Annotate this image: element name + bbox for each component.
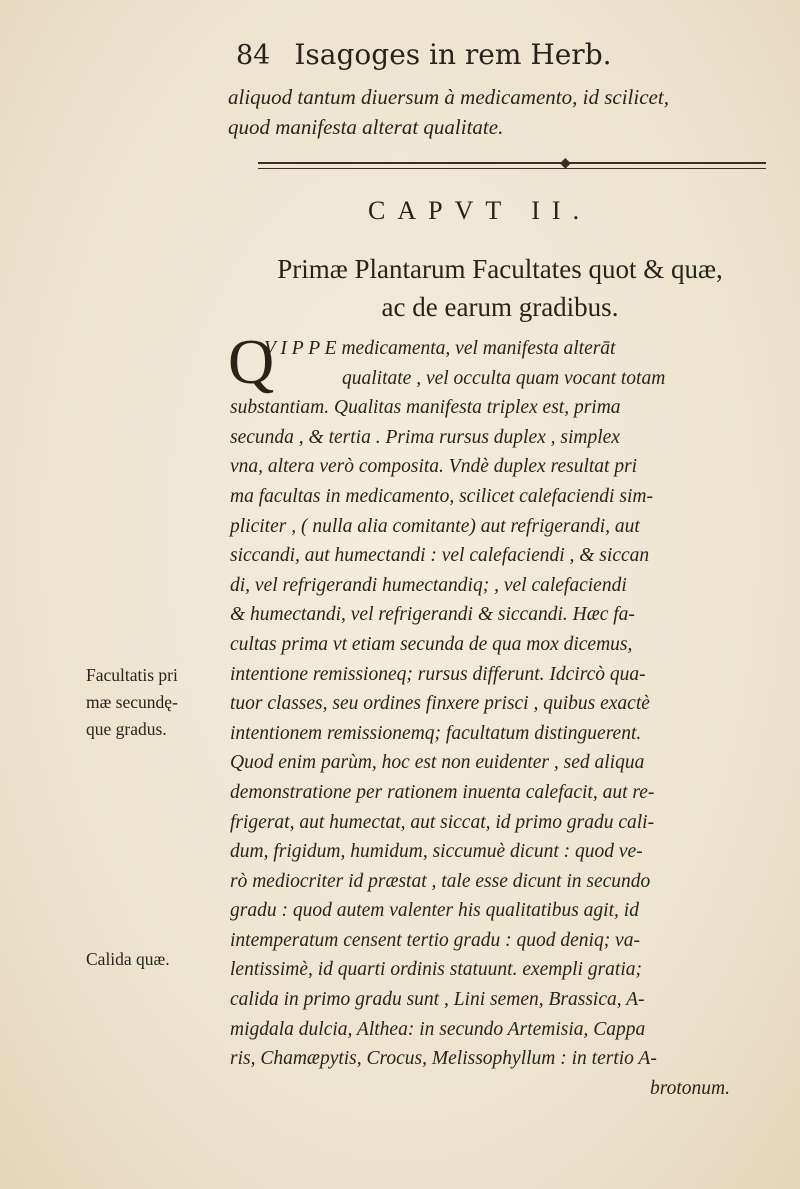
- body-line: substantiam. Qualitas manifesta triplex est, prima: [230, 397, 621, 419]
- body-line: ris, Chamæpytis, Crocus, Melissophyllum : in tertio A-: [230, 1048, 657, 1070]
- body-line: demonstratione per rationem inuenta calefacit, aut re-: [230, 781, 655, 803]
- rule-ornament-icon: ◆: [560, 155, 571, 171]
- body-text: [230, 334, 770, 1103]
- running-title: Isagoges in rem Herb.: [294, 38, 612, 71]
- chapter-title: CAPVT II.: [368, 196, 592, 225]
- body-line: gradu : quod autem valenter his qualitatibus agit, id: [230, 900, 639, 922]
- margin-note-line: Calida quæ.: [86, 949, 170, 969]
- drop-cap: Q: [228, 326, 275, 397]
- page-number: 84: [236, 40, 271, 71]
- body-line: lentissimè, id quarti ordinis statuunt. exempli gratia;: [230, 959, 643, 981]
- body-line: V I P P E medicamenta, vel manifesta alterāt: [264, 338, 616, 359]
- heading-line: Primæ Plantarum Facultates quot & quæ,: [277, 254, 723, 284]
- body-line: & humectandi, vel refrigerandi & siccandi. Hæc fa-: [230, 604, 635, 626]
- ornamental-rule: [258, 155, 766, 172]
- heading-line: ac de earum gradibus.: [381, 292, 619, 322]
- body-line: secunda , & tertia . Prima rursus duplex , simplex: [230, 426, 620, 448]
- body-line: brotonum.: [650, 1077, 730, 1099]
- body-line: pliciter , ( nulla alia comitante) aut refrigerandi, aut: [230, 515, 640, 537]
- chapter-heading: [220, 250, 780, 326]
- running-header: [236, 38, 676, 71]
- body-line: vna, altera verò composita. Vndè duplex resultat pri: [230, 456, 638, 478]
- body-line: tuor classes, seu ordines finxere prisci , quibus exactè: [230, 693, 650, 715]
- margin-note-line: Facultatis pri: [86, 665, 178, 685]
- rule-line-thick: [258, 162, 766, 164]
- body-line: ma facultas in medicamento, scilicet calefaciendi sim-: [230, 485, 653, 507]
- margin-note: [86, 662, 206, 743]
- body-line: intentionem remissionemq; facultatum distinguerent.: [230, 722, 642, 744]
- intro-line: aliquod tantum diuersum à medicamento, id scilicet,: [228, 85, 669, 109]
- margin-note: [86, 946, 206, 973]
- body-line: siccandi, aut humectandi : vel calefaciendi , & siccan: [230, 545, 650, 567]
- body-line: Quod enim parùm, hoc est non euidenter , sed aliqua: [230, 752, 645, 774]
- body-line: qualitate , vel occulta quam vocant totam: [342, 367, 666, 389]
- intro-line: quod manifesta alterat qualitate.: [228, 115, 504, 139]
- intro-text: [228, 82, 768, 142]
- body-line: di, vel refrigerandi humectandiq; , vel calefaciendi: [230, 574, 627, 596]
- body-line: migdala dulcia, Althea: in secundo Artemisia, Cappa: [230, 1018, 646, 1040]
- body-line: cultas prima vt etiam secunda de qua mox dicemus,: [230, 633, 633, 655]
- body-line: intentione remissioneq; rursus differunt. Idcircò qua-: [230, 663, 646, 685]
- body-line: rò mediocriter id præstat , tale esse dicunt in secundo: [230, 870, 651, 892]
- body-line: calida in primo gradu sunt , Lini semen, Brassica, A-: [230, 989, 645, 1011]
- body-line: intemperatum censent tertio gradu : quod deniq; va-: [230, 929, 640, 951]
- rule-line-thin: [258, 168, 766, 169]
- body-line: frigerat, aut humectat, aut siccat, id primo gradu cali-: [230, 811, 655, 833]
- margin-note-line: mæ secundę-: [86, 692, 178, 712]
- body-line: dum, frigidum, humidum, siccumuè dicunt : quod ve-: [230, 841, 643, 863]
- margin-note-line: que gradus.: [86, 719, 167, 739]
